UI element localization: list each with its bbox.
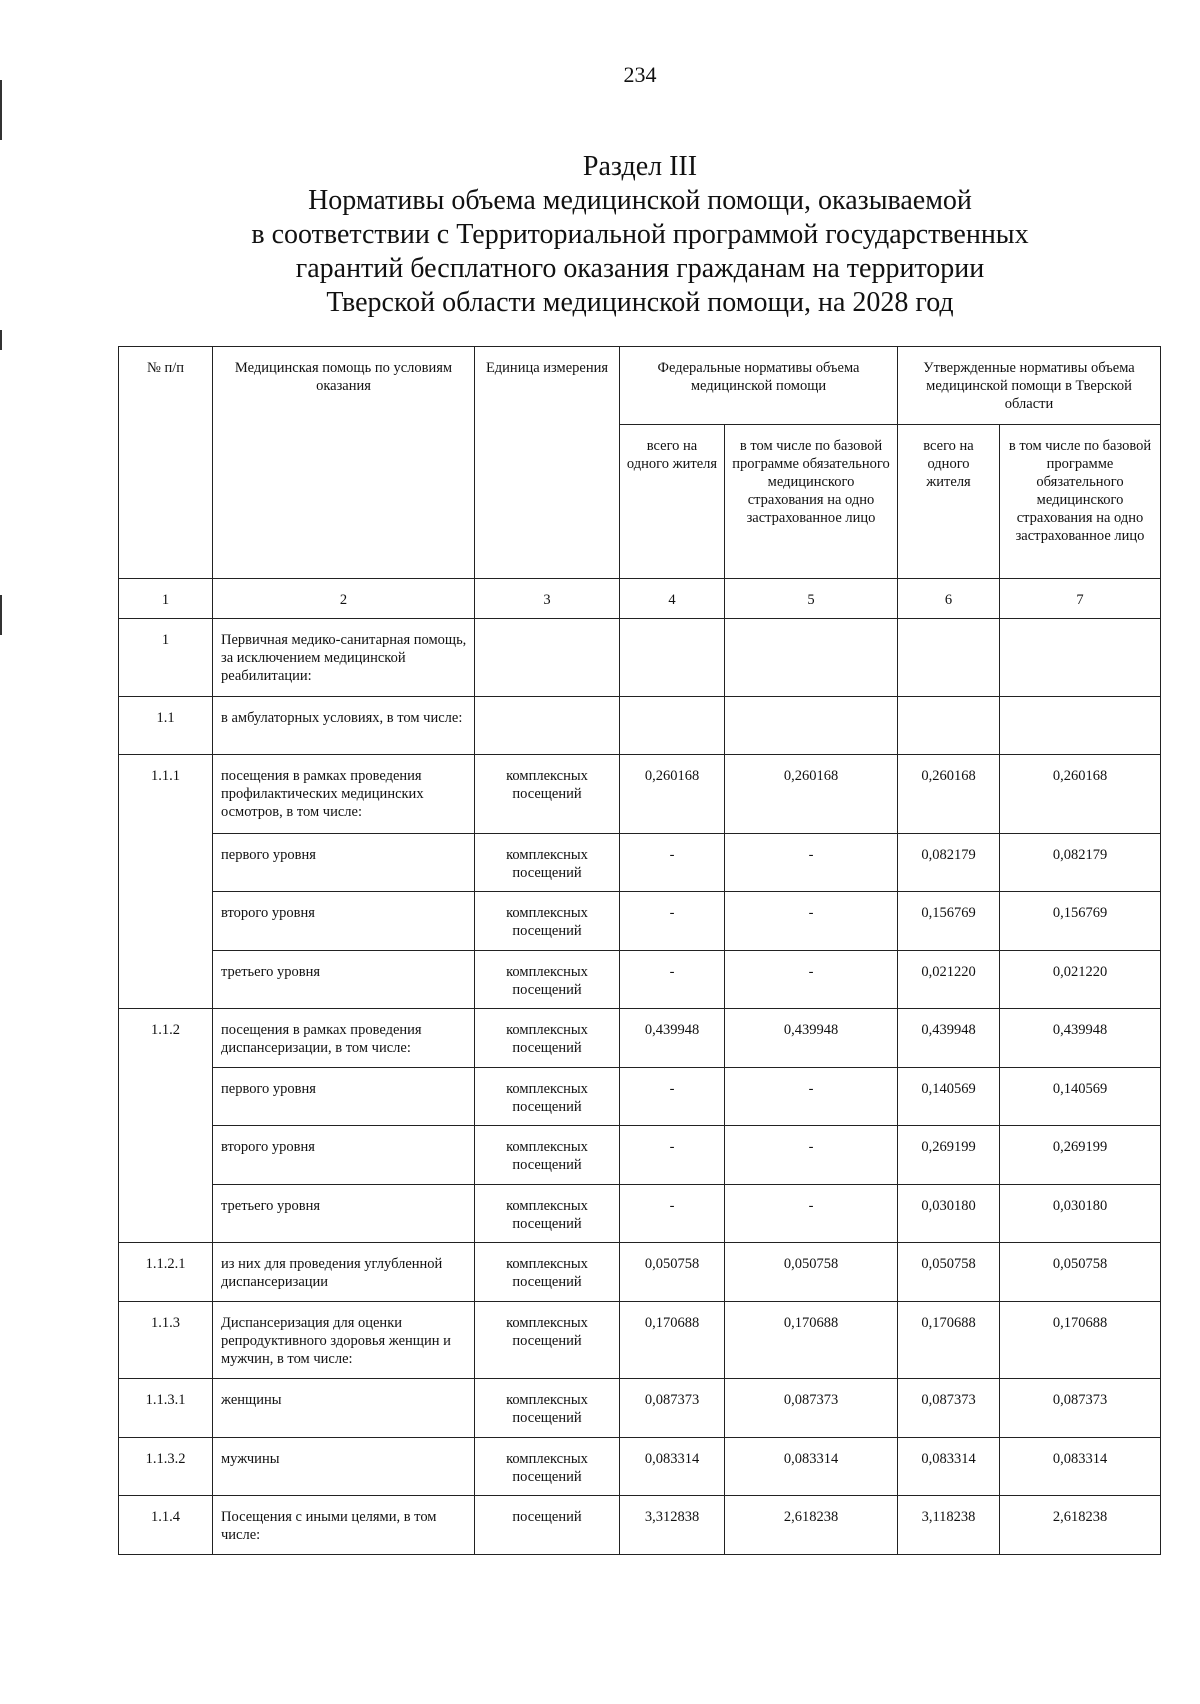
- row-value: 2,618238: [1000, 1496, 1161, 1555]
- row-value: 0,260168: [725, 755, 898, 834]
- header-federal-oms: в том числе по базовой программе обязательного медицинского страхования на одно застрахованное лицо: [725, 425, 898, 579]
- row-value: 0,439948: [725, 1009, 898, 1068]
- table-row: [119, 1068, 1161, 1126]
- row-name: из них для проведения углубленной диспансеризации: [213, 1243, 475, 1302]
- row-name: посещения в рамках проведения профилактических медицинских осмотров, в том числе:: [213, 755, 475, 834]
- table-row: [119, 755, 1161, 834]
- column-number: 6: [898, 579, 1000, 619]
- row-unit: комплексных посещений: [475, 892, 620, 951]
- row-num: 1.1.1: [119, 755, 213, 1009]
- row-value: 3,312838: [620, 1496, 725, 1555]
- header-approved-per-resident: всего на одного жителя: [898, 425, 1000, 579]
- row-value: 0,083314: [1000, 1438, 1161, 1496]
- row-value: [725, 697, 898, 755]
- row-name: Посещения с иными целями, в том числе:: [213, 1496, 475, 1555]
- row-value: 0,170688: [898, 1302, 1000, 1379]
- header-approved-norms: Утвержденные нормативы объема медицинской помощи в Тверской области: [898, 347, 1161, 425]
- title-line: гарантий бесплатного оказания гражданам на территории: [295, 253, 985, 284]
- norms-table: [118, 346, 1161, 1555]
- table-row: [119, 951, 1161, 1009]
- row-value: 0,083314: [620, 1438, 725, 1496]
- header-care-type: Медицинская помощь по условиям оказания: [213, 347, 475, 579]
- table-row: [119, 1438, 1161, 1496]
- row-unit: комплексных посещений: [475, 1185, 620, 1243]
- row-value: 0,087373: [898, 1379, 1000, 1438]
- row-name: мужчины: [213, 1438, 475, 1496]
- row-name: второго уровня: [213, 1126, 475, 1185]
- table-row: [119, 834, 1161, 892]
- row-num: 1.1.2: [119, 1009, 213, 1243]
- row-value: 0,030180: [898, 1185, 1000, 1243]
- row-unit: комплексных посещений: [475, 755, 620, 834]
- row-value: -: [620, 951, 725, 1009]
- row-value: -: [620, 834, 725, 892]
- row-unit: комплексных посещений: [475, 1438, 620, 1496]
- row-value: -: [725, 1126, 898, 1185]
- column-numbers-row: [119, 579, 1161, 619]
- row-value: 0,050758: [620, 1243, 725, 1302]
- row-value: -: [725, 951, 898, 1009]
- header-unit: Единица измерения: [475, 347, 620, 579]
- row-unit: комплексных посещений: [475, 1068, 620, 1126]
- header-approved-oms: в том числе по базовой программе обязательного медицинского страхования на одно застрахованное лицо: [1000, 425, 1161, 579]
- table-row: [119, 892, 1161, 951]
- row-value: -: [725, 834, 898, 892]
- row-unit: посещений: [475, 1496, 620, 1555]
- column-number: 7: [1000, 579, 1161, 619]
- row-num: 1: [119, 619, 213, 697]
- row-value: [725, 619, 898, 697]
- row-value: 0,050758: [1000, 1243, 1161, 1302]
- title-line: Нормативы объема медицинской помощи, оказываемой: [308, 185, 972, 216]
- row-value: [1000, 619, 1161, 697]
- row-value: 0,439948: [898, 1009, 1000, 1068]
- row-value: -: [725, 892, 898, 951]
- row-value: 0,140569: [898, 1068, 1000, 1126]
- row-name: женщины: [213, 1379, 475, 1438]
- row-value: 0,156769: [898, 892, 1000, 951]
- header-num: № п/п: [119, 347, 213, 579]
- row-value: -: [725, 1068, 898, 1126]
- document-title: [0, 150, 1200, 320]
- row-value: 0,269199: [1000, 1126, 1161, 1185]
- row-value: 0,156769: [1000, 892, 1161, 951]
- row-value: 0,260168: [1000, 755, 1161, 834]
- row-unit: комплексных посещений: [475, 834, 620, 892]
- section-heading: Раздел III: [582, 151, 698, 182]
- row-unit: комплексных посещений: [475, 951, 620, 1009]
- row-num: 1.1.4: [119, 1496, 213, 1555]
- row-num: 1.1.3: [119, 1302, 213, 1379]
- row-unit: комплексных посещений: [475, 1009, 620, 1068]
- row-value: 0,260168: [620, 755, 725, 834]
- row-unit: комплексных посещений: [475, 1302, 620, 1379]
- row-value: 0,083314: [725, 1438, 898, 1496]
- row-value: -: [620, 1126, 725, 1185]
- row-name: первого уровня: [213, 834, 475, 892]
- row-name: посещения в рамках проведения диспансеризации, в том числе:: [213, 1009, 475, 1068]
- row-value: -: [620, 1185, 725, 1243]
- row-value: [898, 697, 1000, 755]
- title-line: в соответствии с Территориальной программой государственных: [251, 219, 1029, 250]
- row-unit: [475, 697, 620, 755]
- row-value: -: [725, 1185, 898, 1243]
- row-name: третьего уровня: [213, 1185, 475, 1243]
- row-value: 0,050758: [898, 1243, 1000, 1302]
- column-number: 5: [725, 579, 898, 619]
- row-value: -: [620, 1068, 725, 1126]
- column-number: 4: [620, 579, 725, 619]
- table-row: [119, 1126, 1161, 1185]
- row-value: [620, 619, 725, 697]
- row-value: 0,439948: [620, 1009, 725, 1068]
- row-name: в амбулаторных условиях, в том числе:: [213, 697, 475, 755]
- row-value: 3,118238: [898, 1496, 1000, 1555]
- column-number: 3: [475, 579, 620, 619]
- column-number: 2: [213, 579, 475, 619]
- row-value: 0,260168: [898, 755, 1000, 834]
- row-num: 1.1: [119, 697, 213, 755]
- row-value: 0,269199: [898, 1126, 1000, 1185]
- row-unit: комплексных посещений: [475, 1243, 620, 1302]
- scan-edge-mark: [0, 595, 2, 635]
- row-name: Первичная медико-санитарная помощь, за исключением медицинской реабилитации:: [213, 619, 475, 697]
- row-num: 1.1.3.2: [119, 1438, 213, 1496]
- table-row: [119, 1302, 1161, 1379]
- row-value: 0,050758: [725, 1243, 898, 1302]
- row-value: [620, 697, 725, 755]
- table-row: [119, 1379, 1161, 1438]
- header-federal-per-resident: всего на одного жителя: [620, 425, 725, 579]
- row-value: 0,170688: [1000, 1302, 1161, 1379]
- row-num: 1.1.3.1: [119, 1379, 213, 1438]
- row-value: 0,082179: [898, 834, 1000, 892]
- header-federal-norms: Федеральные нормативы объема медицинской помощи: [620, 347, 898, 425]
- row-value: 0,170688: [725, 1302, 898, 1379]
- row-value: [898, 619, 1000, 697]
- title-line: Тверской области медицинской помощи, на 2028 год: [326, 287, 954, 318]
- column-number: 1: [119, 579, 213, 619]
- row-unit: комплексных посещений: [475, 1379, 620, 1438]
- row-value: 0,083314: [898, 1438, 1000, 1496]
- row-value: 0,082179: [1000, 834, 1161, 892]
- row-value: 0,021220: [1000, 951, 1161, 1009]
- row-value: [1000, 697, 1161, 755]
- scan-edge-mark: [0, 330, 2, 350]
- row-value: 0,087373: [725, 1379, 898, 1438]
- table-row: [119, 1009, 1161, 1068]
- row-value: 0,140569: [1000, 1068, 1161, 1126]
- row-unit: [475, 619, 620, 697]
- row-name: третьего уровня: [213, 951, 475, 1009]
- row-name: первого уровня: [213, 1068, 475, 1126]
- table-row: [119, 1185, 1161, 1243]
- page-number: 234: [623, 62, 657, 87]
- row-name: второго уровня: [213, 892, 475, 951]
- row-value: 0,030180: [1000, 1185, 1161, 1243]
- table-row: [119, 619, 1161, 697]
- row-value: 0,087373: [620, 1379, 725, 1438]
- row-value: -: [620, 892, 725, 951]
- row-value: 0,087373: [1000, 1379, 1161, 1438]
- row-unit: комплексных посещений: [475, 1126, 620, 1185]
- row-value: 2,618238: [725, 1496, 898, 1555]
- row-value: 0,170688: [620, 1302, 725, 1379]
- table-row: [119, 1496, 1161, 1555]
- table-row: [119, 1243, 1161, 1302]
- row-value: 0,439948: [1000, 1009, 1161, 1068]
- scan-edge-mark: [0, 80, 2, 140]
- row-num: 1.1.2.1: [119, 1243, 213, 1302]
- table-row: [119, 697, 1161, 755]
- row-name: Диспансеризация для оценки репродуктивного здоровья женщин и мужчин, в том числе:: [213, 1302, 475, 1379]
- row-value: 0,021220: [898, 951, 1000, 1009]
